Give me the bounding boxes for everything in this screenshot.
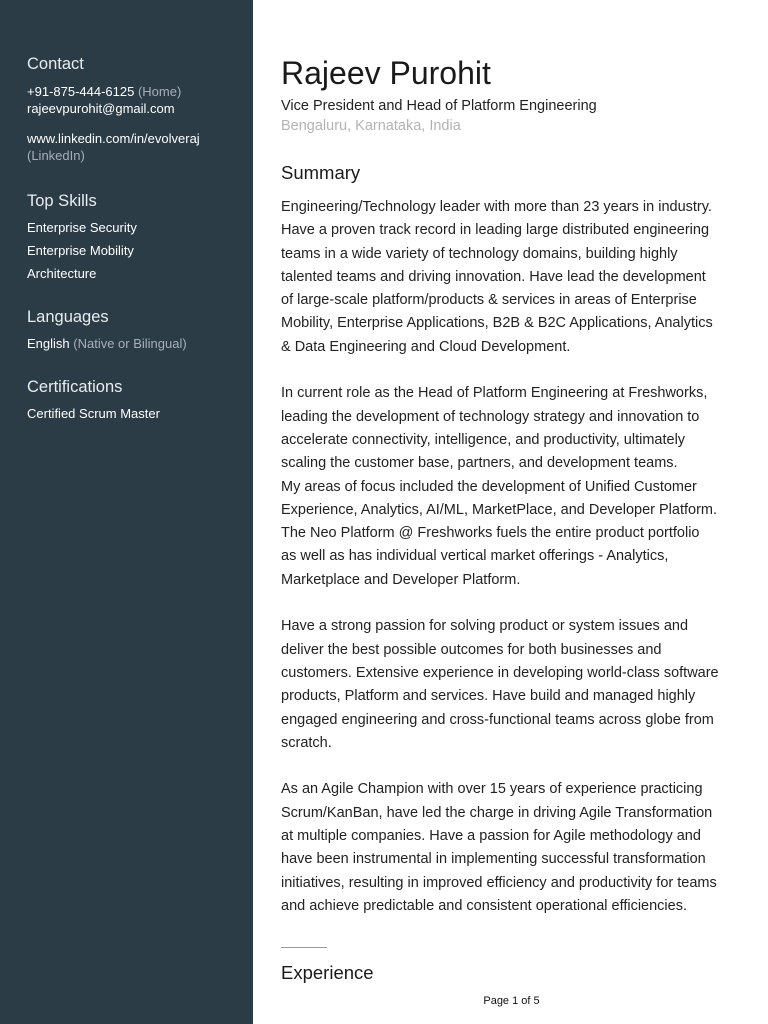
- summary-paragraph: In current role as the Head of Platform Engineering at Freshworks, leading the development of technology strategy and innovation to accelerate connectivity, intelligence, and productivity, ultimately scaling the customer base, partners, and development teams. My areas of focus included the development of Unified Customer Experience, Analytics, AI/ML, MarketPlace, and Developer Platform. The Neo Platform @ Freshworks fuels the entire product portfolio as well as has individual vertical market offerings - Analytics, Marketplace and Developer Platform.: [281, 385, 718, 588]
- sidebar: [0, 0, 253, 1024]
- skill-item: Enterprise Security: [27, 220, 137, 235]
- summary-paragraph: Have a strong passion for solving product or system issues and deliver the best possible outcomes for both businesses and customers. Extensive experience in developing world-class software products, Platform and services. Have build and managed highly engaged engineering and cross-functional teams across globe from scratch.: [281, 618, 719, 751]
- skill-item: Architecture: [27, 266, 97, 281]
- summary-paragraph: Engineering/Technology leader with more than 23 years in industry. Have a proven track record in leading large distributed engineering teams in a wide variety of technology domains, building highly talented teams and driving innovation. Have lead the development of large-scale platform/products & services in areas of Enterprise Mobility, Enterprise Applications, B2B & B2C Applications, Analytics & Data Engineering and Cloud Development.: [281, 199, 713, 355]
- skill-item: Enterprise Mobility: [27, 243, 134, 258]
- language-proficiency: (Native or Bilingual): [73, 336, 187, 351]
- section-divider: [281, 947, 327, 948]
- language-line: [27, 335, 247, 352]
- top-skills-section: [27, 191, 247, 282]
- linkedin-link[interactable]: www.linkedin.com/in/evolveraj: [27, 131, 200, 146]
- contact-section: [27, 54, 247, 164]
- language-name: English: [27, 336, 70, 351]
- summary-heading: Summary: [281, 162, 361, 183]
- profile-headline: Vice President and Head of Platform Engineering: [281, 98, 597, 114]
- summary-body: [281, 196, 751, 942]
- page-number: [0, 994, 768, 1008]
- languages-heading: Languages: [27, 308, 109, 326]
- phone-number: +91-875-444-6125: [27, 84, 135, 99]
- summary-paragraph: As an Agile Champion with over 15 years of experience practicing Scrum/KanBan, have led the charge in driving Agile Transformation at multiple companies. Have a passion for Agile methodology and have been instrumental in implementing successful transformation initiatives, resulting in improved efficiency and productivity for teams and achieve predictable and consistent operational efficiencies.: [281, 781, 717, 914]
- profile-name: Rajeev Purohit: [281, 55, 491, 91]
- experience-heading: Experience: [281, 962, 374, 983]
- languages-section: [27, 307, 247, 352]
- page-number-label: Page 1 of 5: [483, 995, 540, 1007]
- phone-type: (Home): [137, 84, 182, 99]
- certifications-heading: Certifications: [27, 378, 123, 396]
- contact-heading: Contact: [27, 55, 84, 73]
- linkedin-label: (LinkedIn): [27, 148, 85, 163]
- top-skills-heading: Top Skills: [27, 192, 97, 210]
- certification-item: Certified Scrum Master: [27, 406, 160, 421]
- certifications-section: [27, 377, 247, 422]
- email-link[interactable]: rajeevpurohit@gmail.com: [27, 101, 175, 116]
- profile-location: Bengaluru, Karnataka, India: [281, 118, 461, 134]
- phone-line: [27, 83, 247, 100]
